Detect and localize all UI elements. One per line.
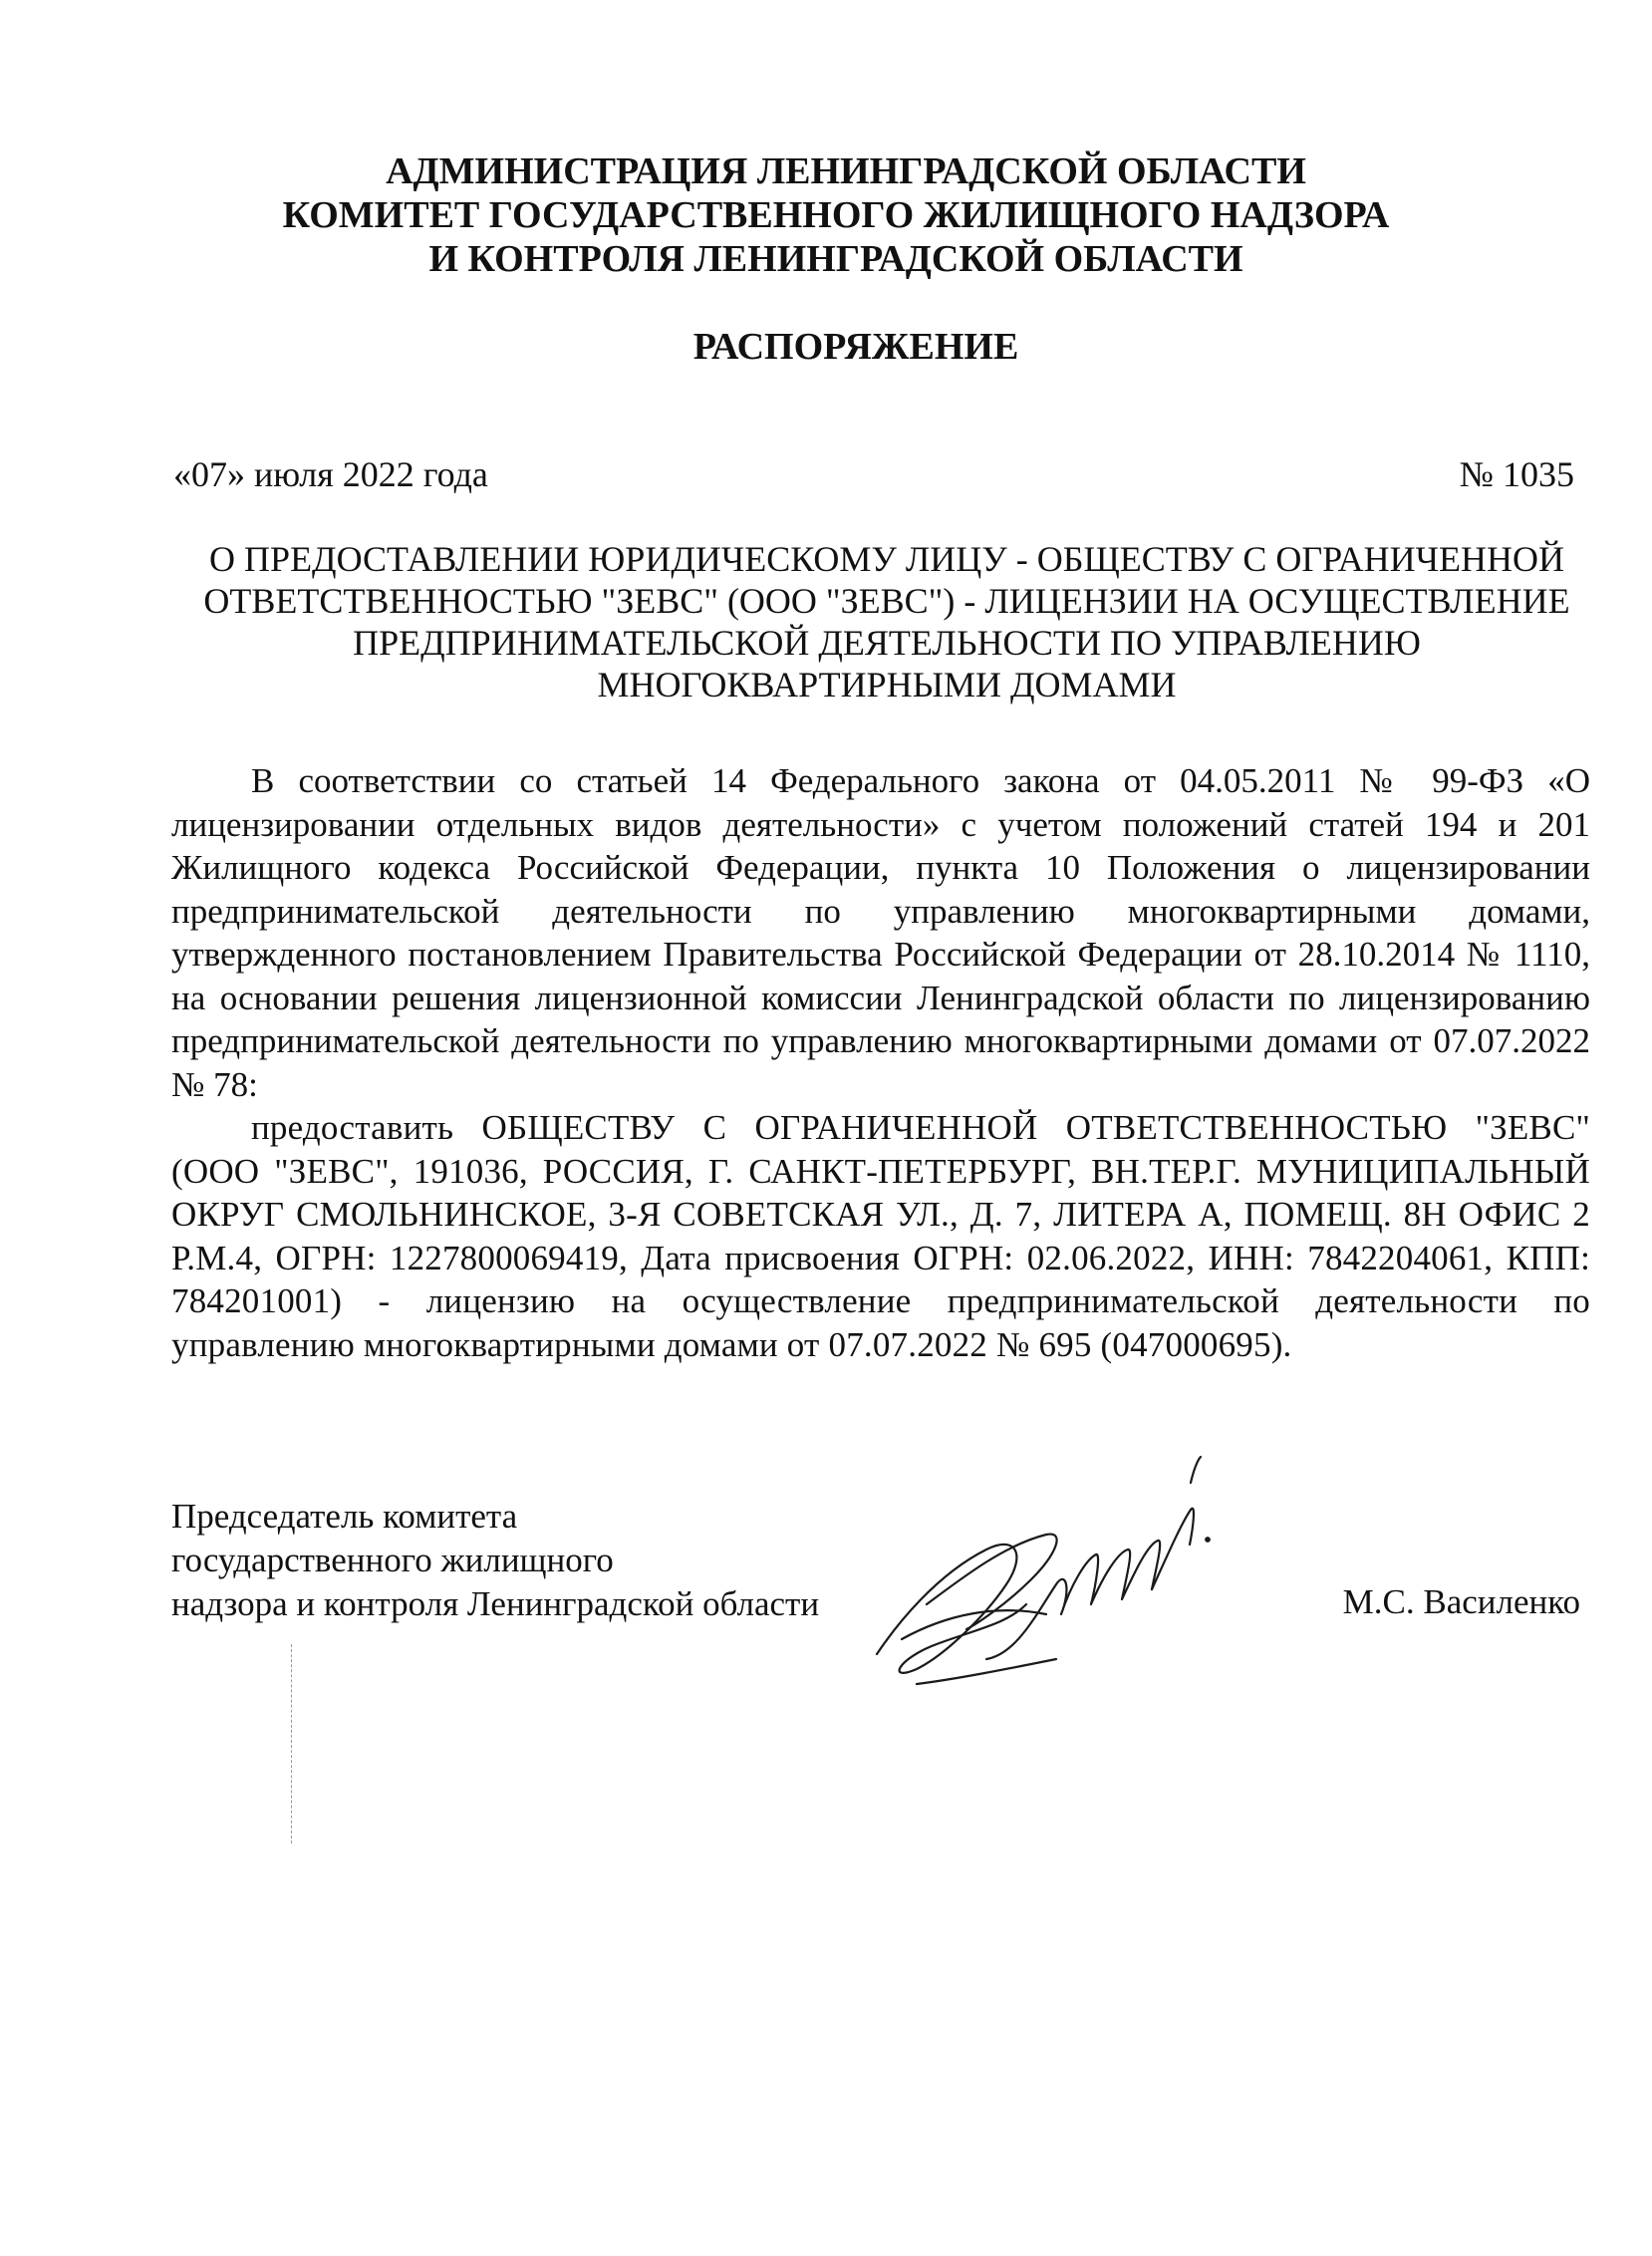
- document-number: № 1035: [1459, 454, 1574, 494]
- signer-position: [171, 1495, 819, 1626]
- document-type: РАСПОРЯЖЕНИЕ: [692, 326, 1019, 368]
- signer-name: М.С. Василенко: [1342, 1582, 1580, 1621]
- document-header: [0, 149, 1652, 281]
- signer-position-line: Председатель комитета: [171, 1497, 518, 1536]
- signer-position-line: государственного жилищного: [171, 1541, 614, 1579]
- document-body: [171, 759, 1590, 1366]
- body-paragraph-legal-basis: В соответствии со статьей 14 Федерального закона от 04.05.2011 № 99-ФЗ «О лицензировании отдельных видов деятельности» с учетом положений статей 194 и 201 Жилищного кодекса Российской Федерации, пункта 10 Положения о лицензировании предпринимательской деятельности по управлению многоквартирными домами, утвержденного постановлением Правительства Российской Федерации от 28.10.2014 № 1110, на основании решения лицензионной комиссии Ленинградской области по лицензированию предпринимательской деятельности по управлению многоквартирными домами от 07.07.2022 № 78:: [171, 761, 1590, 1104]
- header-administration: АДМИНИСТРАЦИЯ ЛЕНИНГРАДСКОЙ ОБЛАСТИ: [386, 150, 1306, 192]
- handwritten-signature: [857, 1455, 1236, 1704]
- header-committee: КОМИТЕТ ГОСУДАРСТВЕННОГО ЖИЛИЩНОГО НАДЗОРА: [282, 194, 1390, 236]
- header-committee-cont: И КОНТРОЛЯ ЛЕНИНГРАДСКОЙ ОБЛАСТИ: [428, 238, 1243, 280]
- scan-margin-mark: [291, 1644, 293, 1843]
- document-date: «07» июля 2022 года: [173, 454, 488, 494]
- signer-position-line: надзора и контроля Ленинградской области: [171, 1584, 820, 1623]
- body-paragraph-grant: предоставить ОБЩЕСТВУ С ОГРАНИЧЕННОЙ ОТВЕТСТВЕННОСТЬЮ "ЗЕВС" (ООО "ЗЕВС", 191036, РОССИЯ, Г. САНКТ-ПЕТЕРБУРГ, ВН.ТЕР.Г. МУНИЦИПАЛЬНЫЙ ОКРУГ СМОЛЬНИНСКОЕ, 3-Я СОВЕТСКАЯ УЛ., Д. 7, ЛИТЕРА А, ПОМЕЩ. 8Н ОФИС 2 Р.М.4, ОГРН: 1227800069419, Дата присвоения ОГРН: 02.06.2022, ИНН: 7842204061, КПП: 784201001) - лицензию на осуществление предпринимательской деятельности по управлению многоквартирными домами от 07.07.2022 № 695 (047000695).: [171, 1108, 1590, 1364]
- document-title: О ПРЕДОСТАВЛЕНИИ ЮРИДИЧЕСКОМУ ЛИЦУ - ОБЩЕСТВУ С ОГРАНИЧЕННОЙ ОТВЕТСТВЕННОСТЬЮ "ЗЕВС" (ООО "ЗЕВС") - ЛИЦЕНЗИИ НА ОСУЩЕСТВЛЕНИЕ ПРЕДПРИНИМАТЕЛЬСКОЙ ДЕЯТЕЛЬНОСТИ ПО УПРАВЛЕНИЮ МНОГОКВАРТИРНЫМИ ДОМАМИ: [203, 539, 1570, 705]
